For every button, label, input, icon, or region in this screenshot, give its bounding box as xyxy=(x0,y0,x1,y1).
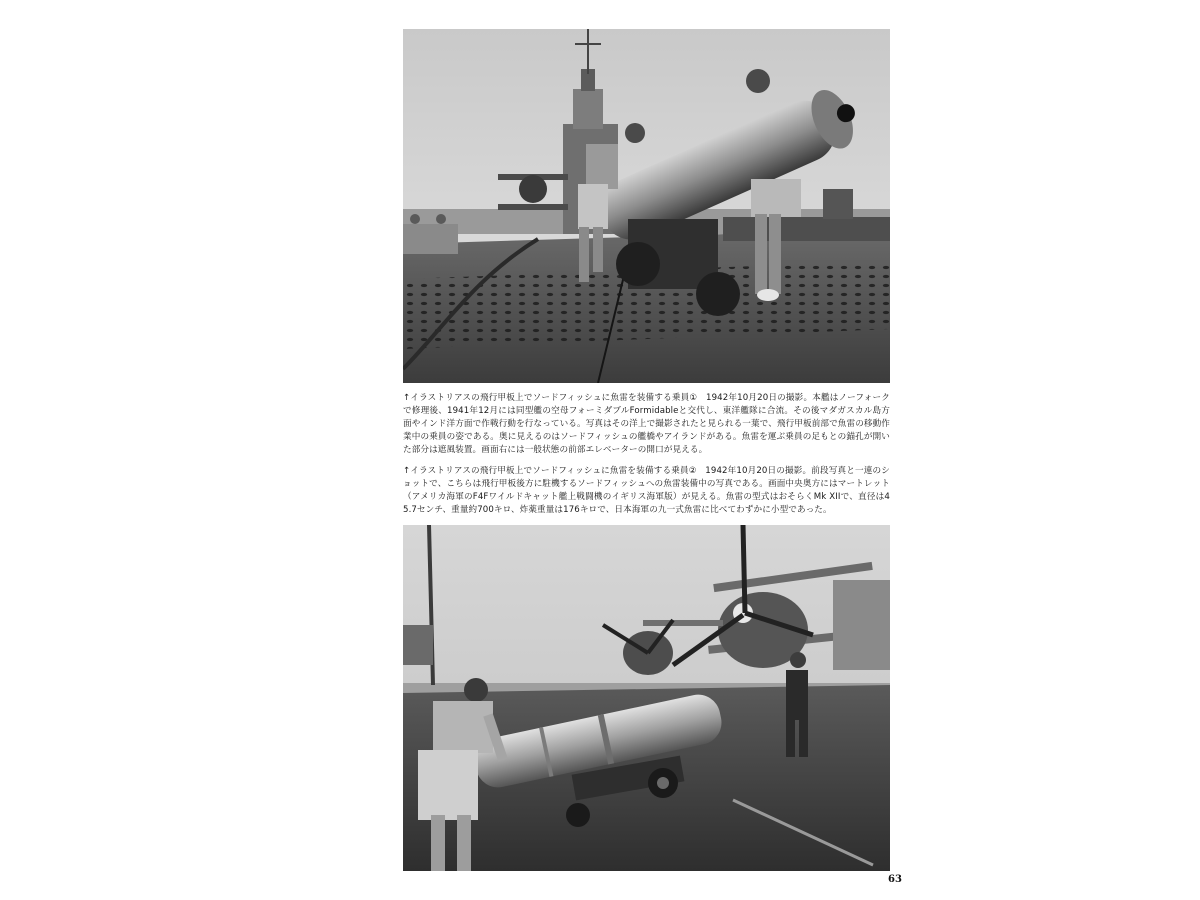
caption-bottom-photo: ↑イラストリアスの飛行甲板上でソードフィッシュに魚雷を装備する乗員② 1942年10月20日の撮影。前段写真と一連のショットで、こちらは飛行甲板後方に駐機するソードフィッシュへの魚雷装備中の写真である。画面中央奥方にはマートレット（アメリカ海軍のF4Fワイルドキャット艦上戦闘機のイギリス海軍版）が見える。魚雷の型式はおそらくMk XIIで、直径は45.7センチ、重量約700キロ、炸薬重量は176キロで、日本海軍の九一式魚雷に比べてわずかに小型であった。 xyxy=(403,466,890,515)
photo-torpedo-crew-deck xyxy=(403,29,890,383)
photo-torpedo-swordfish xyxy=(403,525,890,871)
caption-top-photo: ↑イラストリアスの飛行甲板上でソードフィッシュに魚雷を装備する乗員① 1942年10月20日の撮影。本艦はノーフォークで修理後、1941年12月には同型艦の空母フォーミダブルFormidableと交代し、東洋艦隊に合流。その後マダガスカル島方面やインド洋方面で作戦行動を行なっている。写真はその洋上で撮影されたと見られる一葉で、飛行甲板前部で魚雷の移動作業中の乗員の姿である。奥に見えるのはソードフィッシュの艦橋やアイランドがある。魚雷を運ぶ乗員の足もとの錨孔が開いた部分は遮風装置。画面右には一般状態の前部エレベーターの開口が見える。 xyxy=(403,393,890,454)
page-number: 63 xyxy=(888,874,902,885)
photo-bottom-image xyxy=(403,525,890,871)
photo-top-image xyxy=(403,29,890,383)
